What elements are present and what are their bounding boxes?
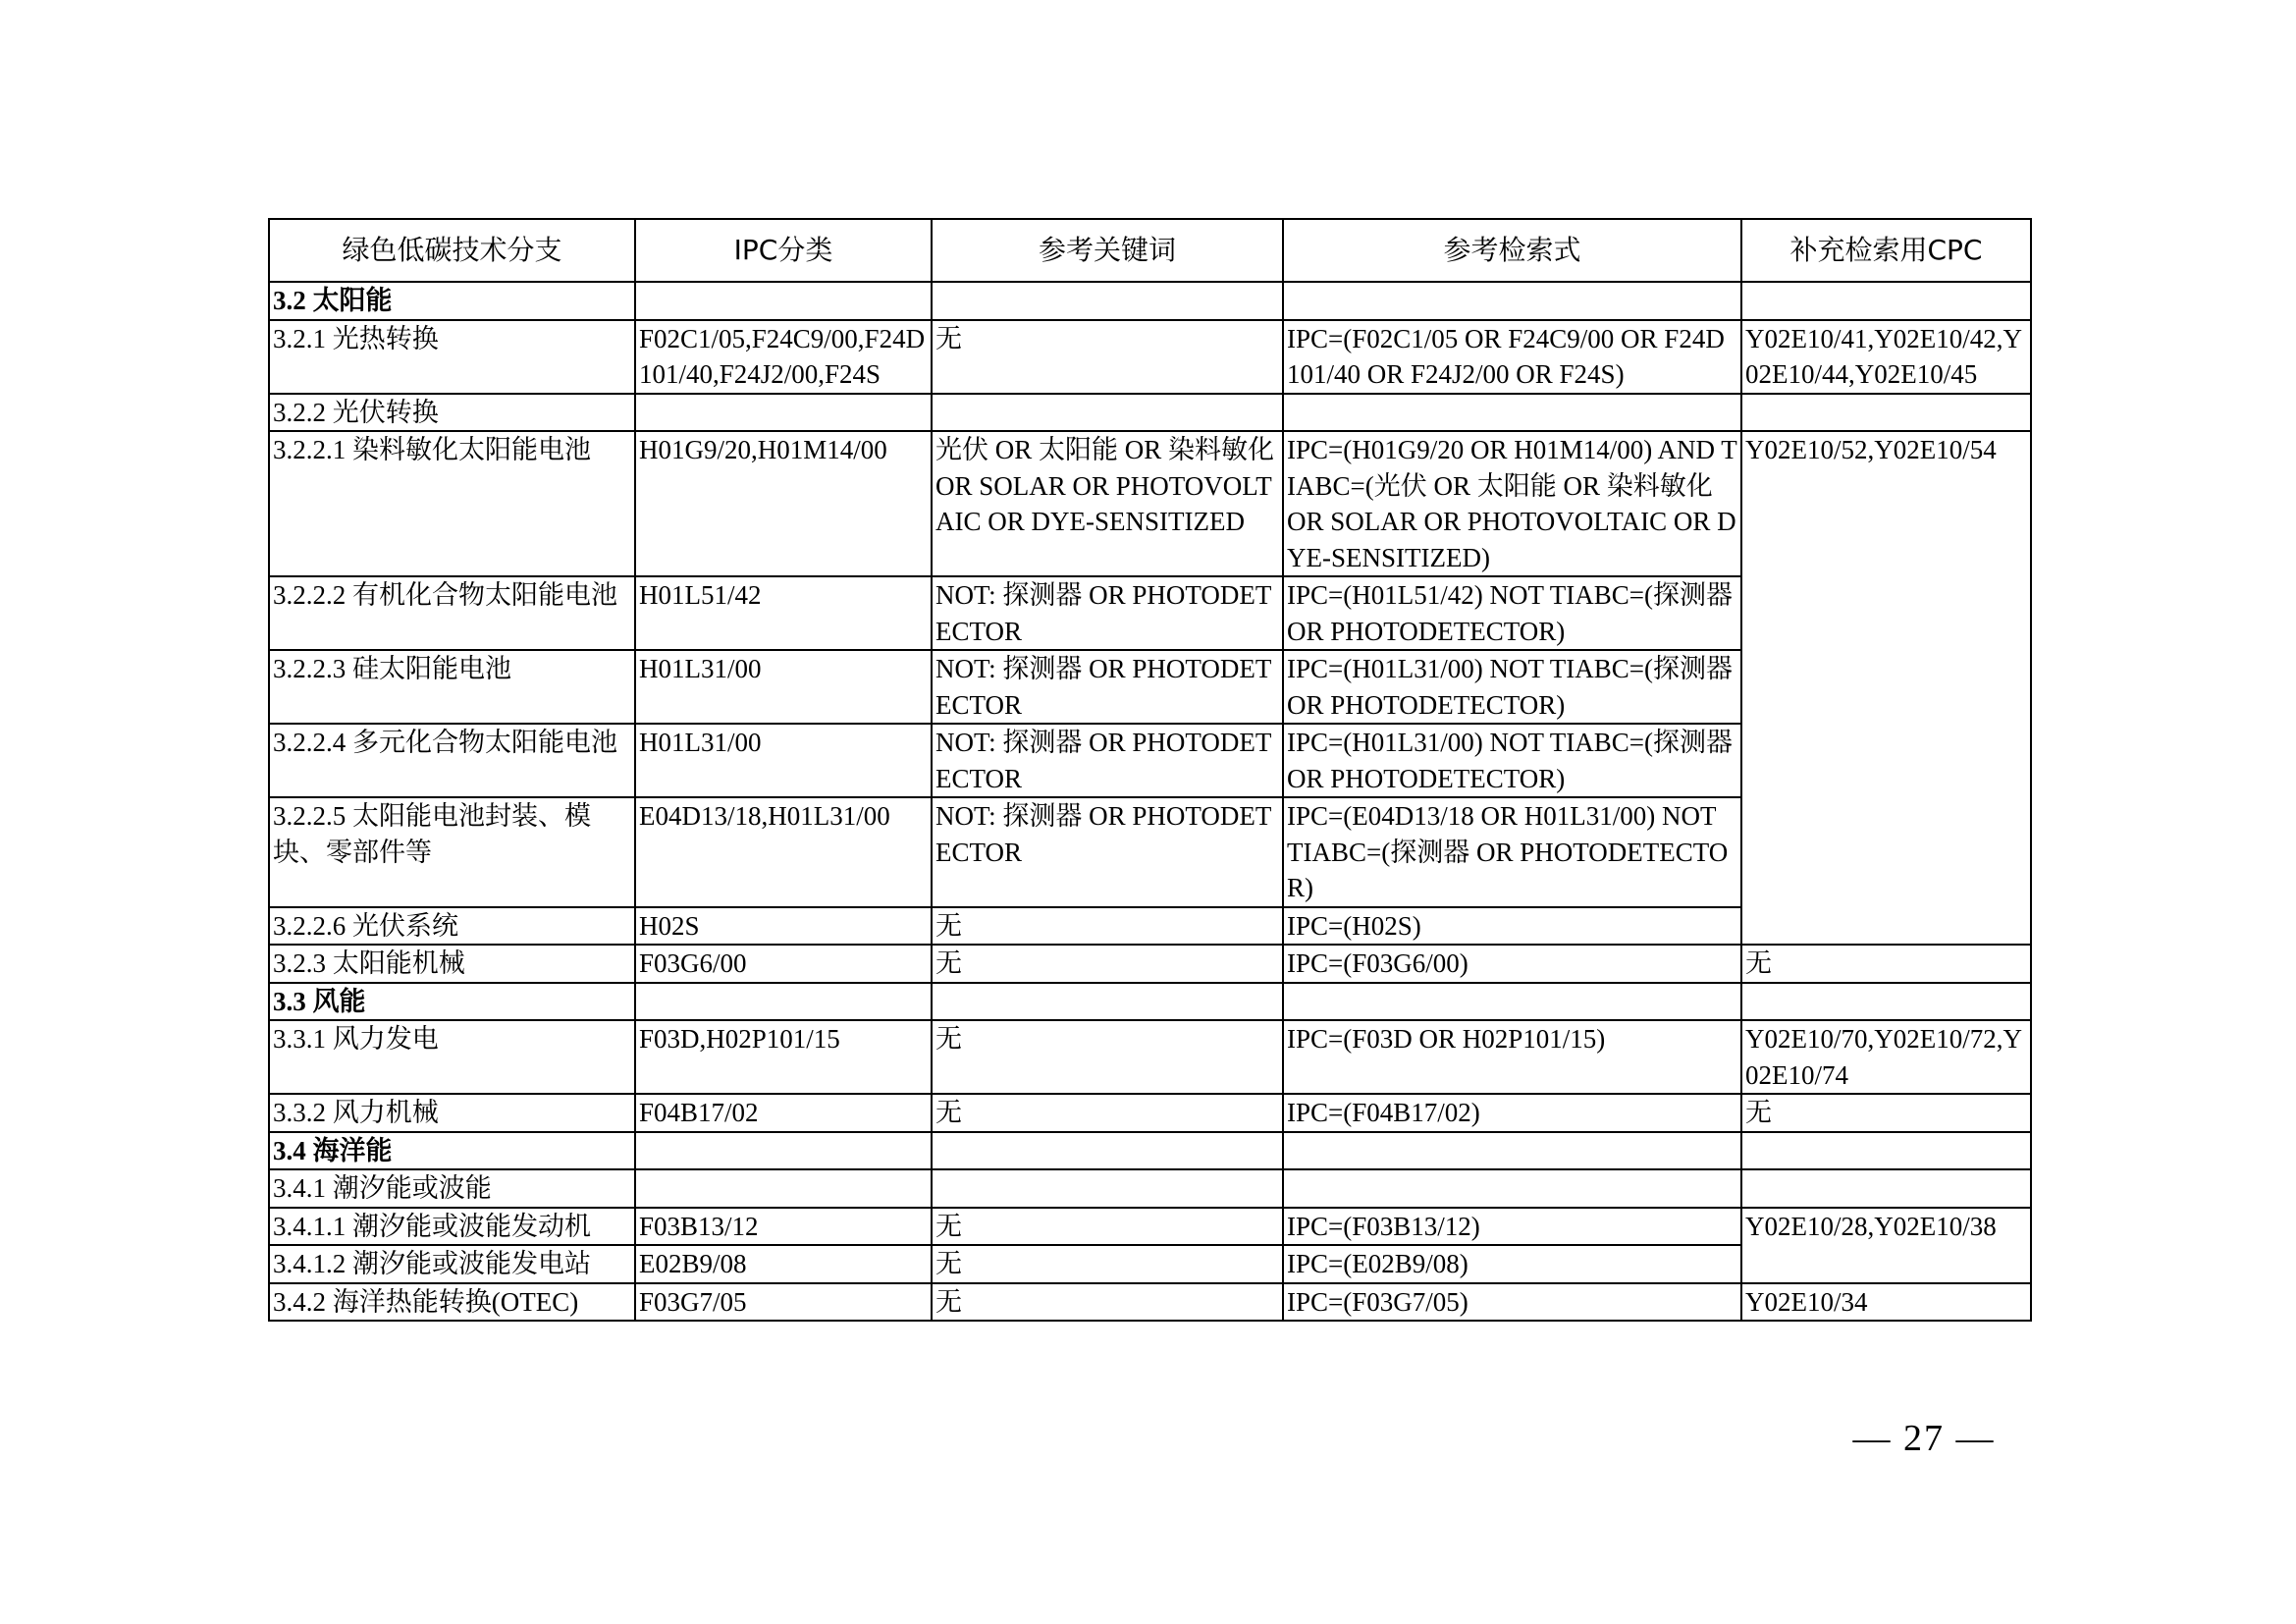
cell-cpc: Y02E10/70,Y02E10/72,Y02E10/74 — [1741, 1020, 2031, 1094]
cell-keywords: 无 — [932, 945, 1283, 983]
table-row — [269, 1020, 2031, 1094]
cell-ipc: H01L31/00 — [635, 650, 932, 724]
cell-branch: 3.2.2.1 染料敏化太阳能电池 — [269, 431, 635, 576]
cell-ipc — [635, 1169, 932, 1208]
table-row — [269, 945, 2031, 983]
cell-keywords: NOT: 探测器 OR PHOTODETECTOR — [932, 650, 1283, 724]
section-row — [269, 282, 2031, 320]
cell-keywords — [932, 282, 1283, 320]
cell-keywords: NOT: 探测器 OR PHOTODETECTOR — [932, 724, 1283, 797]
cell-ipc: E04D13/18,H01L31/00 — [635, 797, 932, 907]
cell-ipc: F03D,H02P101/15 — [635, 1020, 932, 1094]
cell-cpc: 无 — [1741, 1094, 2031, 1132]
cell-query: IPC=(E02B9/08) — [1283, 1245, 1741, 1283]
cell-branch: 3.3 风能 — [269, 983, 635, 1021]
header-ipc: IPC分类 — [635, 219, 932, 282]
cell-ipc: H02S — [635, 907, 932, 946]
cell-branch: 3.2.2.4 多元化合物太阳能电池 — [269, 724, 635, 797]
cell-keywords: NOT: 探测器 OR PHOTODETECTOR — [932, 797, 1283, 907]
cell-keywords: 无 — [932, 1283, 1283, 1322]
cell-ipc: F03G6/00 — [635, 945, 932, 983]
page-number: — 27 — — [1852, 1418, 1996, 1459]
cell-query: IPC=(H01L31/00) NOT TIABC=(探测器 OR PHOTODETECTOR) — [1283, 650, 1741, 724]
cell-query: IPC=(F03G7/05) — [1283, 1283, 1741, 1322]
cell-keywords — [932, 983, 1283, 1021]
cell-query — [1283, 282, 1741, 320]
cell-query: IPC=(H01G9/20 OR H01M14/00) AND TIABC=(光伏 OR 太阳能 OR 染料敏化 OR SOLAR OR PHOTOVOLTAIC OR DYE-SENSITIZED) — [1283, 431, 1741, 576]
header-branch: 绿色低碳技术分支 — [269, 219, 635, 282]
cell-query — [1283, 983, 1741, 1021]
cell-keywords: 无 — [932, 1208, 1283, 1246]
cell-ipc: F03G7/05 — [635, 1283, 932, 1322]
section-row — [269, 1132, 2031, 1170]
header-query: 参考检索式 — [1283, 219, 1741, 282]
table-body — [269, 282, 2031, 1321]
cell-branch: 3.3.2 风力机械 — [269, 1094, 635, 1132]
table-row — [269, 1283, 2031, 1322]
cell-branch: 3.2.2.5 太阳能电池封装、模块、零部件等 — [269, 797, 635, 907]
cell-branch: 3.2.3 太阳能机械 — [269, 945, 635, 983]
cell-ipc: H01G9/20,H01M14/00 — [635, 431, 932, 576]
cell-ipc: E02B9/08 — [635, 1245, 932, 1283]
cell-query — [1283, 394, 1741, 432]
cell-cpc: Y02E10/34 — [1741, 1283, 2031, 1322]
header-cpc: 补充检索用CPC — [1741, 219, 2031, 282]
cell-query: IPC=(F04B17/02) — [1283, 1094, 1741, 1132]
cell-query — [1283, 1132, 1741, 1170]
cell-cpc — [1741, 282, 2031, 320]
cell-keywords: 无 — [932, 1094, 1283, 1132]
cell-cpc: 无 — [1741, 945, 2031, 983]
table-row — [269, 1094, 2031, 1132]
table-header — [269, 219, 2031, 282]
cell-cpc: Y02E10/28,Y02E10/38 — [1741, 1208, 2031, 1283]
cell-ipc: H01L31/00 — [635, 724, 932, 797]
cell-cpc — [1741, 394, 2031, 432]
cell-keywords: 光伏 OR 太阳能 OR 染料敏化 OR SOLAR OR PHOTOVOLTAIC OR DYE-SENSITIZED — [932, 431, 1283, 576]
cell-query: IPC=(F03G6/00) — [1283, 945, 1741, 983]
cell-keywords — [932, 1169, 1283, 1208]
cell-branch: 3.2 太阳能 — [269, 282, 635, 320]
cell-keywords: 无 — [932, 1020, 1283, 1094]
ipc-classification-table — [268, 218, 2032, 1322]
cell-ipc — [635, 394, 932, 432]
cell-query: IPC=(F03D OR H02P101/15) — [1283, 1020, 1741, 1094]
cell-branch: 3.2.1 光热转换 — [269, 320, 635, 394]
cell-query — [1283, 1169, 1741, 1208]
cell-ipc — [635, 983, 932, 1021]
cell-cpc: Y02E10/52,Y02E10/54 — [1741, 431, 2031, 945]
cell-cpc — [1741, 1132, 2031, 1170]
cell-branch: 3.4.1 潮汐能或波能 — [269, 1169, 635, 1208]
cell-ipc — [635, 1132, 932, 1170]
cell-branch: 3.3.1 风力发电 — [269, 1020, 635, 1094]
cell-branch: 3.2.2.6 光伏系统 — [269, 907, 635, 946]
cell-ipc: F03B13/12 — [635, 1208, 932, 1246]
cell-keywords: 无 — [932, 1245, 1283, 1283]
cell-keywords — [932, 1132, 1283, 1170]
cell-cpc — [1741, 1169, 2031, 1208]
header-keywords: 参考关键词 — [932, 219, 1283, 282]
table-row — [269, 431, 2031, 576]
table-row — [269, 320, 2031, 394]
cell-query: IPC=(F02C1/05 OR F24C9/00 OR F24D101/40 OR F24J2/00 OR F24S) — [1283, 320, 1741, 394]
cell-cpc — [1741, 983, 2031, 1021]
cell-ipc — [635, 282, 932, 320]
cell-ipc: F02C1/05,F24C9/00,F24D101/40,F24J2/00,F24S — [635, 320, 932, 394]
cell-keywords: NOT: 探测器 OR PHOTODETECTOR — [932, 576, 1283, 650]
cell-branch: 3.2.2 光伏转换 — [269, 394, 635, 432]
cell-branch: 3.2.2.3 硅太阳能电池 — [269, 650, 635, 724]
table-row — [269, 394, 2031, 432]
table-row — [269, 1208, 2031, 1246]
cell-branch: 3.2.2.2 有机化合物太阳能电池 — [269, 576, 635, 650]
section-row — [269, 983, 2031, 1021]
cell-query: IPC=(H01L31/00) NOT TIABC=(探测器 OR PHOTODETECTOR) — [1283, 724, 1741, 797]
header-row — [269, 219, 2031, 282]
cell-query: IPC=(H02S) — [1283, 907, 1741, 946]
cell-branch: 3.4.1.1 潮汐能或波能发动机 — [269, 1208, 635, 1246]
cell-ipc: H01L51/42 — [635, 576, 932, 650]
cell-keywords — [932, 394, 1283, 432]
cell-branch: 3.4.1.2 潮汐能或波能发电站 — [269, 1245, 635, 1283]
cell-ipc: F04B17/02 — [635, 1094, 932, 1132]
cell-cpc: Y02E10/41,Y02E10/42,Y02E10/44,Y02E10/45 — [1741, 320, 2031, 394]
cell-query: IPC=(H01L51/42) NOT TIABC=(探测器 OR PHOTODETECTOR) — [1283, 576, 1741, 650]
table-row — [269, 1169, 2031, 1208]
cell-branch: 3.4.2 海洋热能转换(OTEC) — [269, 1283, 635, 1322]
cell-branch: 3.4 海洋能 — [269, 1132, 635, 1170]
cell-keywords: 无 — [932, 907, 1283, 946]
cell-query: IPC=(F03B13/12) — [1283, 1208, 1741, 1246]
cell-keywords: 无 — [932, 320, 1283, 394]
cell-query: IPC=(E04D13/18 OR H01L31/00) NOT TIABC=(探测器 OR PHOTODETECTOR) — [1283, 797, 1741, 907]
